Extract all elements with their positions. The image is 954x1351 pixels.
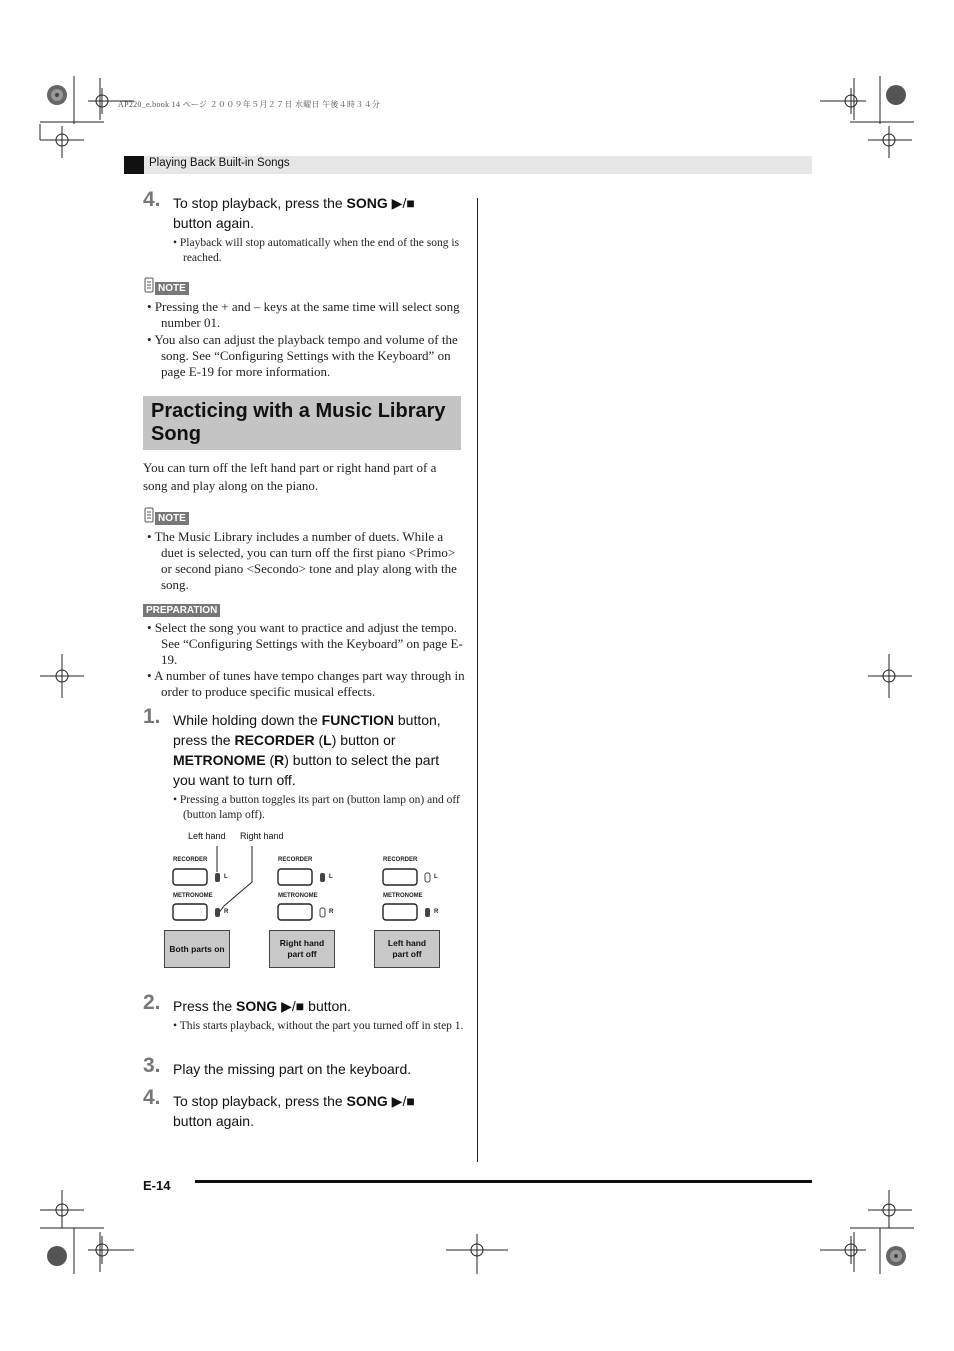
lamp-label-l: L — [329, 874, 333, 880]
lamp-label-l: L — [224, 874, 228, 880]
step-number: 1. — [143, 705, 161, 728]
button-panel-diagram — [164, 842, 454, 932]
step-bullet: • This starts playback, without the part you turned off in step 1. — [173, 1020, 464, 1032]
note-item: • You also can adjust the playback tempo and volume of the song. See “Configuring Settings with the Keyboard” on page E-19 for more information. — [147, 332, 458, 379]
right-hand-label: Right hand — [240, 831, 284, 841]
lamp-label-r: R — [434, 909, 439, 915]
step-text: button again. — [173, 215, 254, 231]
note-icon — [143, 506, 155, 524]
note-label: NOTE — [155, 282, 189, 295]
print-imprint: AP220_e.book 14 ページ ２００９年５月２７日 水曜日 午後４時３４分 — [118, 100, 381, 109]
key-name: SONG — [346, 195, 388, 211]
left-hand-label: Left hand — [188, 831, 226, 841]
preparation-item: • A number of tunes have tempo changes part way through in order to produce specific musical effects. — [147, 668, 465, 699]
section-title: Practicing with a Music Library Song — [151, 400, 446, 445]
step-number: 4. — [143, 1086, 161, 1109]
lamp-label-l: L — [434, 874, 438, 880]
recorder-label: RECORDER — [173, 857, 208, 863]
step-instruction — [173, 193, 458, 233]
metronome-label: METRONOME — [278, 893, 318, 899]
recorder-label: RECORDER — [278, 857, 313, 863]
note-label: NOTE — [155, 512, 189, 525]
lamp-label-r: R — [329, 909, 334, 915]
note-icon — [143, 276, 155, 294]
caption-both-parts-on: Both parts on — [164, 930, 230, 968]
recorder-label: RECORDER — [383, 857, 418, 863]
preparation-label: PREPARATION — [143, 604, 220, 617]
metronome-label: METRONOME — [383, 893, 423, 899]
section-intro: You can turn off the left hand part or right hand part of a song and play along on the piano. — [143, 460, 437, 493]
step-number: 3. — [143, 1054, 161, 1077]
step-instruction: To stop playback, press the SONG ▶/■ button again. — [173, 1093, 415, 1129]
step-text: To stop playback, press the — [173, 195, 347, 211]
lamp-label-r: R — [224, 909, 229, 915]
running-header-marker — [124, 156, 144, 174]
preparation-item: • Select the song you want to practice and adjust the tempo. See “Configuring Settings with the Keyboard” on page E-19. — [147, 620, 463, 667]
step-bullet: • Playback will stop automatically when the end of the song is reached. — [173, 237, 460, 264]
column-divider — [477, 198, 478, 1162]
step-number: 2. — [143, 991, 161, 1014]
footer-rule — [195, 1180, 812, 1183]
caption-left-hand-off: Left hand part off — [374, 930, 440, 968]
step-instruction: Press the SONG ▶/■ button. — [173, 998, 351, 1014]
step-instruction: Play the missing part on the keyboard. — [173, 1061, 412, 1077]
running-header-title: Playing Back Built-in Songs — [149, 157, 290, 169]
page-number: E-14 — [143, 1178, 171, 1193]
note-item: • The Music Library includes a number of duets. While a duet is selected, you can turn off the first piano <Primo> or second piano <Secondo> tone and play along with the song. — [147, 529, 457, 592]
step-bullet: • Pressing a button toggles its part on (button lamp on) and off (button lamp off). — [173, 794, 460, 821]
note-item: • Pressing the + and – keys at the same time will select song number 01. — [147, 299, 460, 330]
metronome-label: METRONOME — [173, 893, 213, 899]
step-instruction: While holding down the FUNCTION button, press the RECORDER (L) button or METRONOME (R) button to select the part you want to turn off. — [173, 712, 441, 788]
caption-right-hand-off: Right hand part off — [269, 930, 335, 968]
step-number: 4. — [143, 188, 161, 211]
play-stop-symbol: ▶/■ — [387, 195, 415, 211]
